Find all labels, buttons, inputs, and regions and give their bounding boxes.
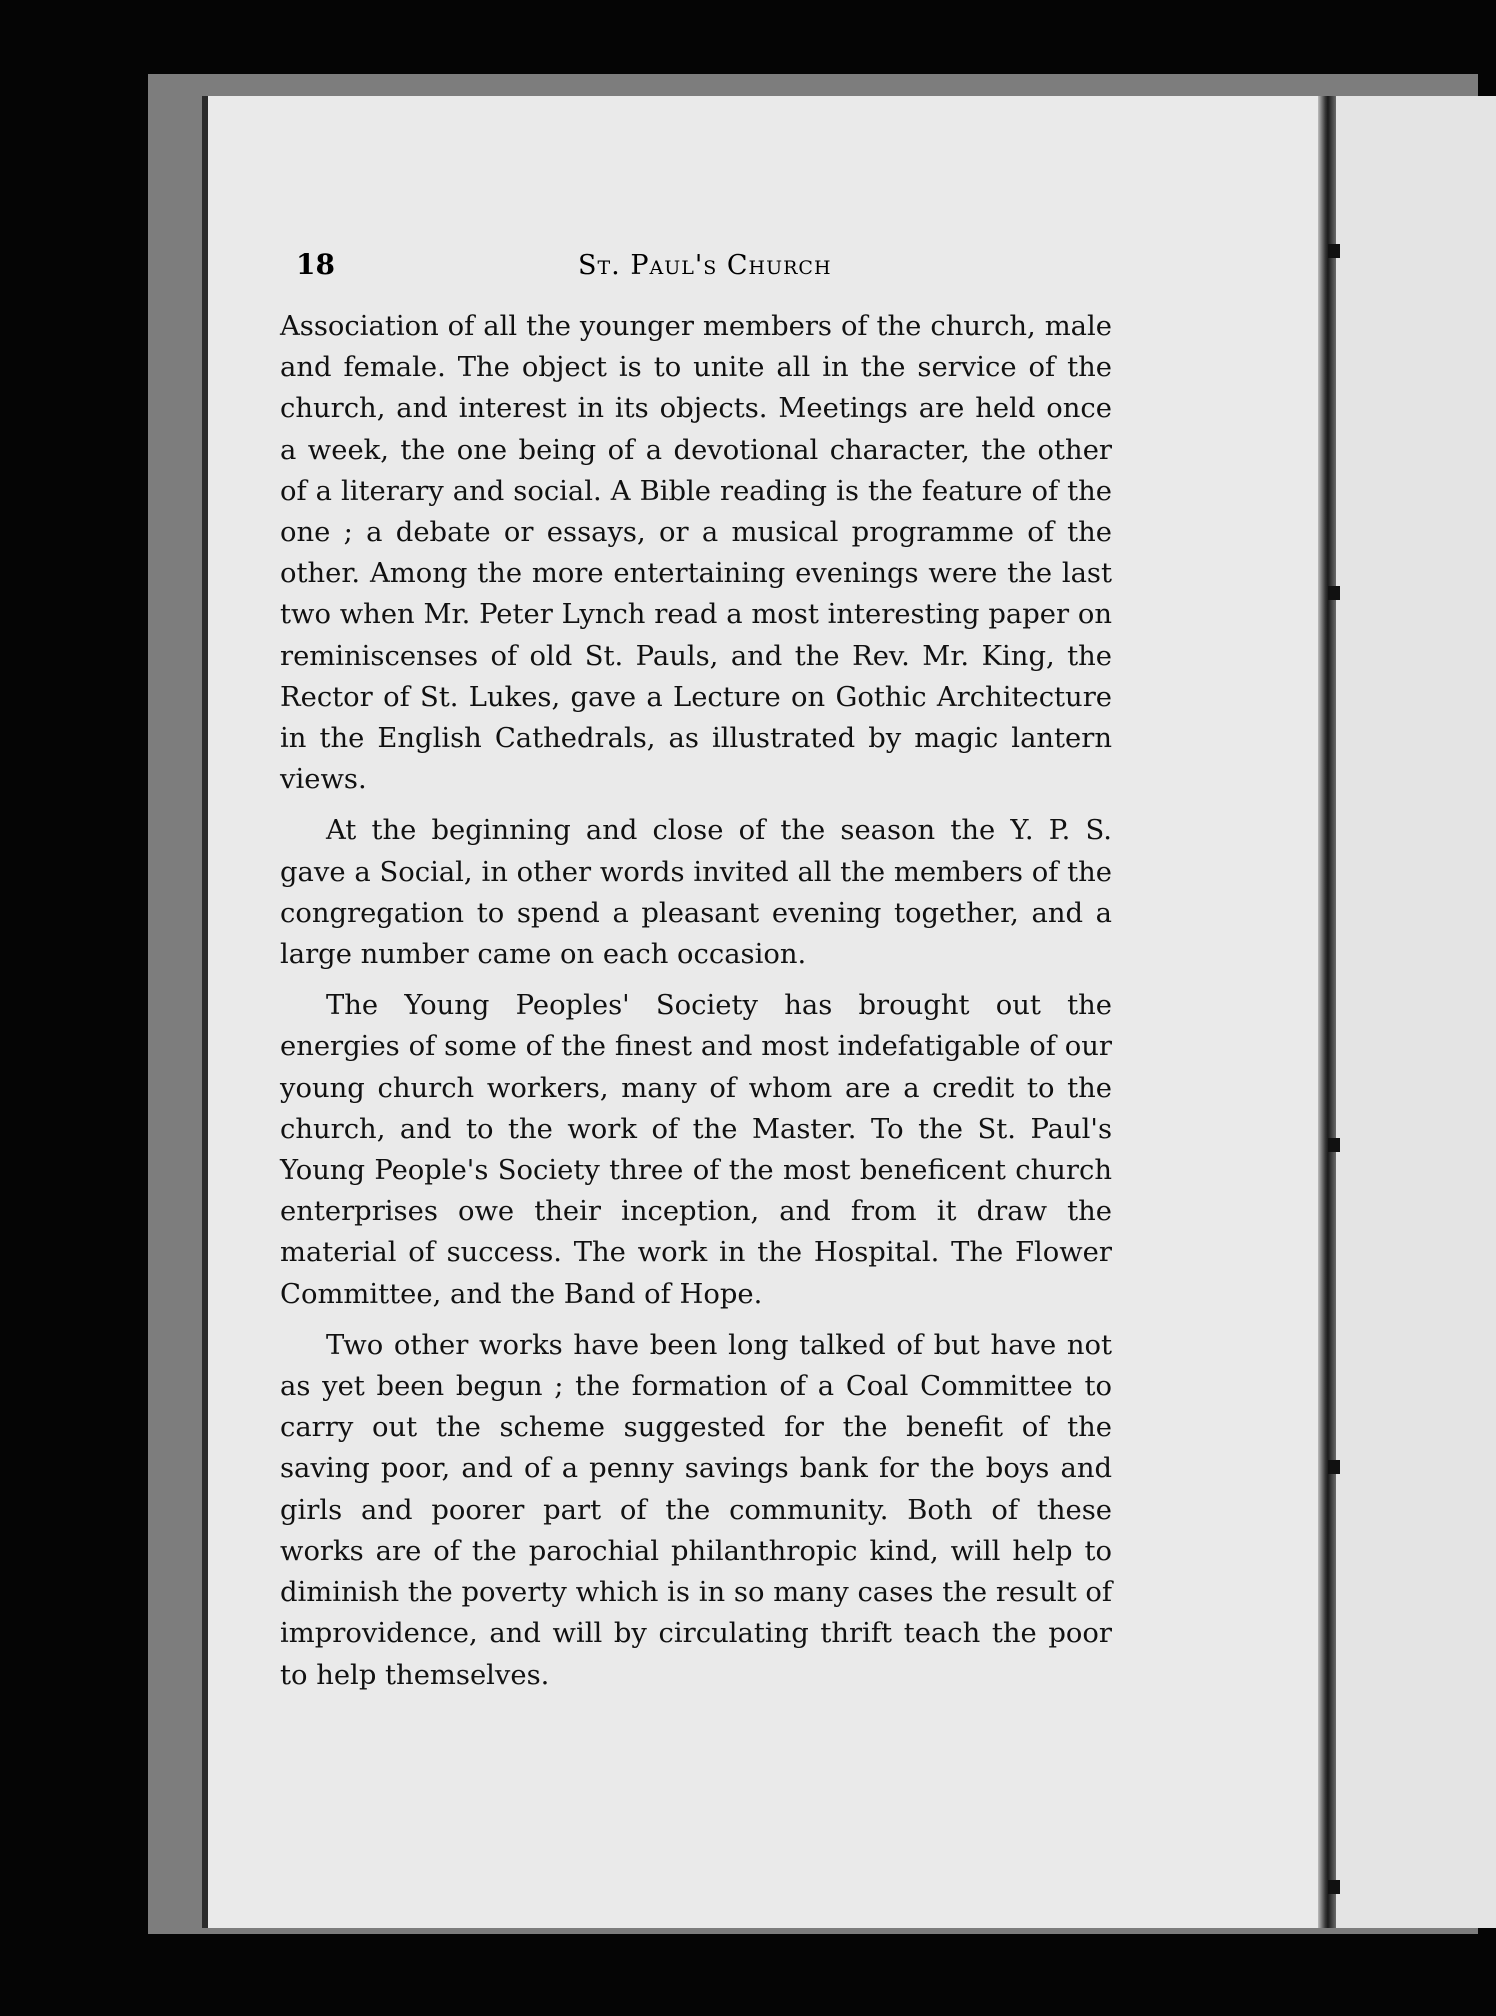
binding-stitch bbox=[1328, 1460, 1340, 1474]
paragraph: Association of all the younger members of the church, male and female. The object is to unite all in the service of the church, and interest in its objects. Meetings are held once a week, the one being of a devotional character, the other of a literary and social. A Bible reading is the feature of the one ; a debate or essays, or a musical programme of the other. Among the more entertaining evenings were the last two when Mr. Peter Lynch read a most interesting paper on reminiscenses of old St. Pauls, and the Rev. Mr. King, the Rector of St. Lukes, gave a Lecture on Gothic Architecture in the English Cathedrals, as illustrated by magic lantern views. bbox=[280, 311, 1112, 796]
body-text bbox=[280, 306, 1112, 1706]
binding-stitch bbox=[1328, 244, 1340, 258]
binding-stitch bbox=[1328, 1138, 1340, 1152]
right-page-edge bbox=[1326, 96, 1496, 1928]
page-number: 18 bbox=[296, 248, 335, 281]
paragraph: The Young Peoples' Society has brought out the energies of some of the finest and most indefatigable of our young church workers, many of whom are a credit to the church, and to the work of the Master. To the St. Paul's Young People's Society three of the most beneficent church enterprises owe their inception, and from it draw the material of success. The work in the Hospital. The Flower Committee, and the Band of Hope. bbox=[280, 990, 1112, 1310]
running-title: St. Paul's Church bbox=[578, 250, 832, 281]
binding-stitch bbox=[1328, 1880, 1340, 1894]
paragraph: Two other works have been long talked of but have not as yet been begun ; the formation of a Coal Committee to carry out the scheme suggested for the benefit of the saving poor, and of a penny savings bank for the boys and girls and poorer part of the community. Both of these works are of the parochial philanthropic kind, will help to diminish the poverty which is in so many cases the result of improvidence, and will by circulating thrift teach the poor to help themselves. bbox=[280, 1329, 1112, 1691]
paragraph: At the beginning and close of the season the Y. P. S. gave a Social, in other words invited all the members of the congregation to spend a pleasant evening together, and a large number came on each occasion. bbox=[280, 815, 1112, 971]
binding-stitch bbox=[1328, 586, 1340, 600]
book-gutter bbox=[1318, 96, 1336, 1928]
running-head bbox=[296, 248, 1096, 288]
